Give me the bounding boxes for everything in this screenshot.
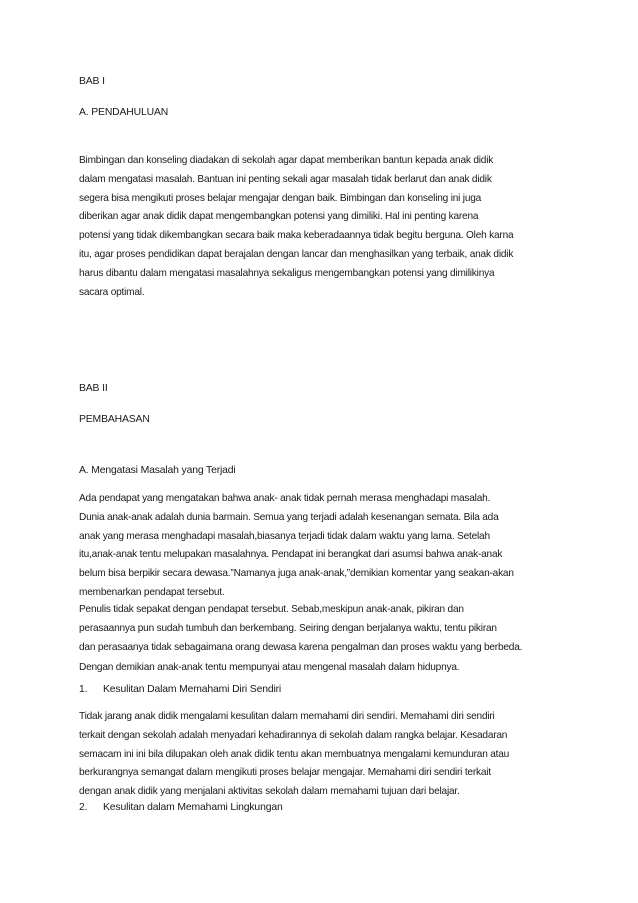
text-line: harus dibantu dalam mengatasi masalahnya sekaligus mengembangkan potensi yang dimilikinya bbox=[79, 267, 495, 279]
list-item-title: Kesulitan Dalam Memahami Diri Sendiri bbox=[103, 684, 282, 695]
text-line: berkurangnya semangat dalam mengikuti proses belajar mengajar. Memahami diri sendiri terkait bbox=[79, 767, 491, 779]
list-item-title: Kesulitan dalam Memahami Lingkungan bbox=[103, 802, 283, 813]
list-item-number: 2. bbox=[79, 802, 88, 813]
bab2-heading: BAB II bbox=[79, 383, 108, 394]
text-line: membenarkan pendapat tersebut. bbox=[79, 586, 225, 598]
text-line: semacam ini ini bila dilupakan oleh anak didik tentu akan membuatnya mengalami kemunduran atau bbox=[79, 748, 510, 760]
text-line: terkait dengan sekolah adalah menyadari kehadirannya di sekolah dalam rangka belajar. Kesadaran bbox=[79, 729, 508, 741]
text-line: dengan anak didik yang menjalani aktivitas sekolah dalam memahami tujuan dari belajar. bbox=[79, 786, 460, 798]
list-item-1-heading bbox=[79, 684, 281, 695]
text-line: sacara optimal. bbox=[79, 286, 145, 298]
text-line: perasaannya pun sudah tumbuh dan berkembang. Seiring dengan berjalanya waktu, tentu pikiran bbox=[79, 623, 497, 635]
section-a-title: A. Mengatasi Masalah yang Terjadi bbox=[79, 465, 236, 476]
bab1-heading: BAB I bbox=[79, 76, 105, 87]
bab1-subheading: A. PENDAHULUAN bbox=[79, 107, 169, 118]
bab2-paragraph-3 bbox=[79, 708, 565, 802]
bab2-paragraph-1 bbox=[79, 490, 565, 603]
text-line: segera bisa mengikuti proses belajar mengajar dengan baik. Bimbingan dan konseling ini juga bbox=[79, 192, 482, 204]
text-line: Tidak jarang anak didik mengalami kesulitan dalam memahami diri sendiri. Memahami diri sendiri bbox=[79, 711, 495, 722]
text-line: Penulis tidak sepakat dengan pendapat tersebut. Sebab,meskipun anak-anak, pikiran dan bbox=[79, 604, 464, 615]
text-line: diberikan agar anak didik dapat mengembangkan potensi yang dimiliki. Hal ini penting karena bbox=[79, 211, 479, 223]
text-line: itu, agar proses pendidikan dapat berajalan dengan lancar dan menghasilkan yang terbaik, anak didik bbox=[79, 248, 514, 260]
text-line: Dengan demikian anak-anak tentu mempunyai atau mengenal masalah dalam hidupnya. bbox=[79, 661, 460, 673]
text-line: belum bisa berpikir secara dewasa.”Namanya juga anak-anak,”demikian komentar yang seakan-akan bbox=[79, 568, 514, 580]
text-line: potensi yang tidak dikembangkan secara baik maka keberadaannya tidak begitu berguna. Oleh karna bbox=[79, 230, 514, 242]
bab2-paragraph-2 bbox=[79, 600, 565, 677]
text-line: itu,anak-anak tentu melupakan masalahnya. Pendapat ini berangkat dari asumsi bahwa anak-anak bbox=[79, 549, 503, 561]
text-line: Dunia anak-anak adalah dunia barmain. Semua yang terjadi adalah kesenangan semata. Bila ada bbox=[79, 511, 499, 523]
text-line: Bimbingan dan konseling diadakan di sekolah agar dapat memberikan bantun kepada anak didik bbox=[79, 155, 494, 166]
bab2-subheading: PEMBAHASAN bbox=[79, 414, 150, 425]
text-line: dalam mengatasi masalah. Bantuan ini penting sekali agar masalah tidak berlarut dan anak didik bbox=[79, 173, 492, 185]
text-line: Ada pendapat yang mengatakan bahwa anak- anak tidak pernah merasa menghadapi masalah. bbox=[79, 493, 491, 504]
list-item-2-heading bbox=[79, 802, 283, 813]
text-line: anak yang merasa menghadapi masalah,biasanya terjadi tidak dalam waktu yang lama. Setelah bbox=[79, 530, 490, 542]
text-line: dan perasaanya tidak sebagaimana orang dewasa karena pengalman dan proses waktu yang berbeda. bbox=[79, 642, 523, 654]
bab1-paragraph bbox=[79, 152, 565, 302]
list-item-number: 1. bbox=[79, 684, 88, 695]
